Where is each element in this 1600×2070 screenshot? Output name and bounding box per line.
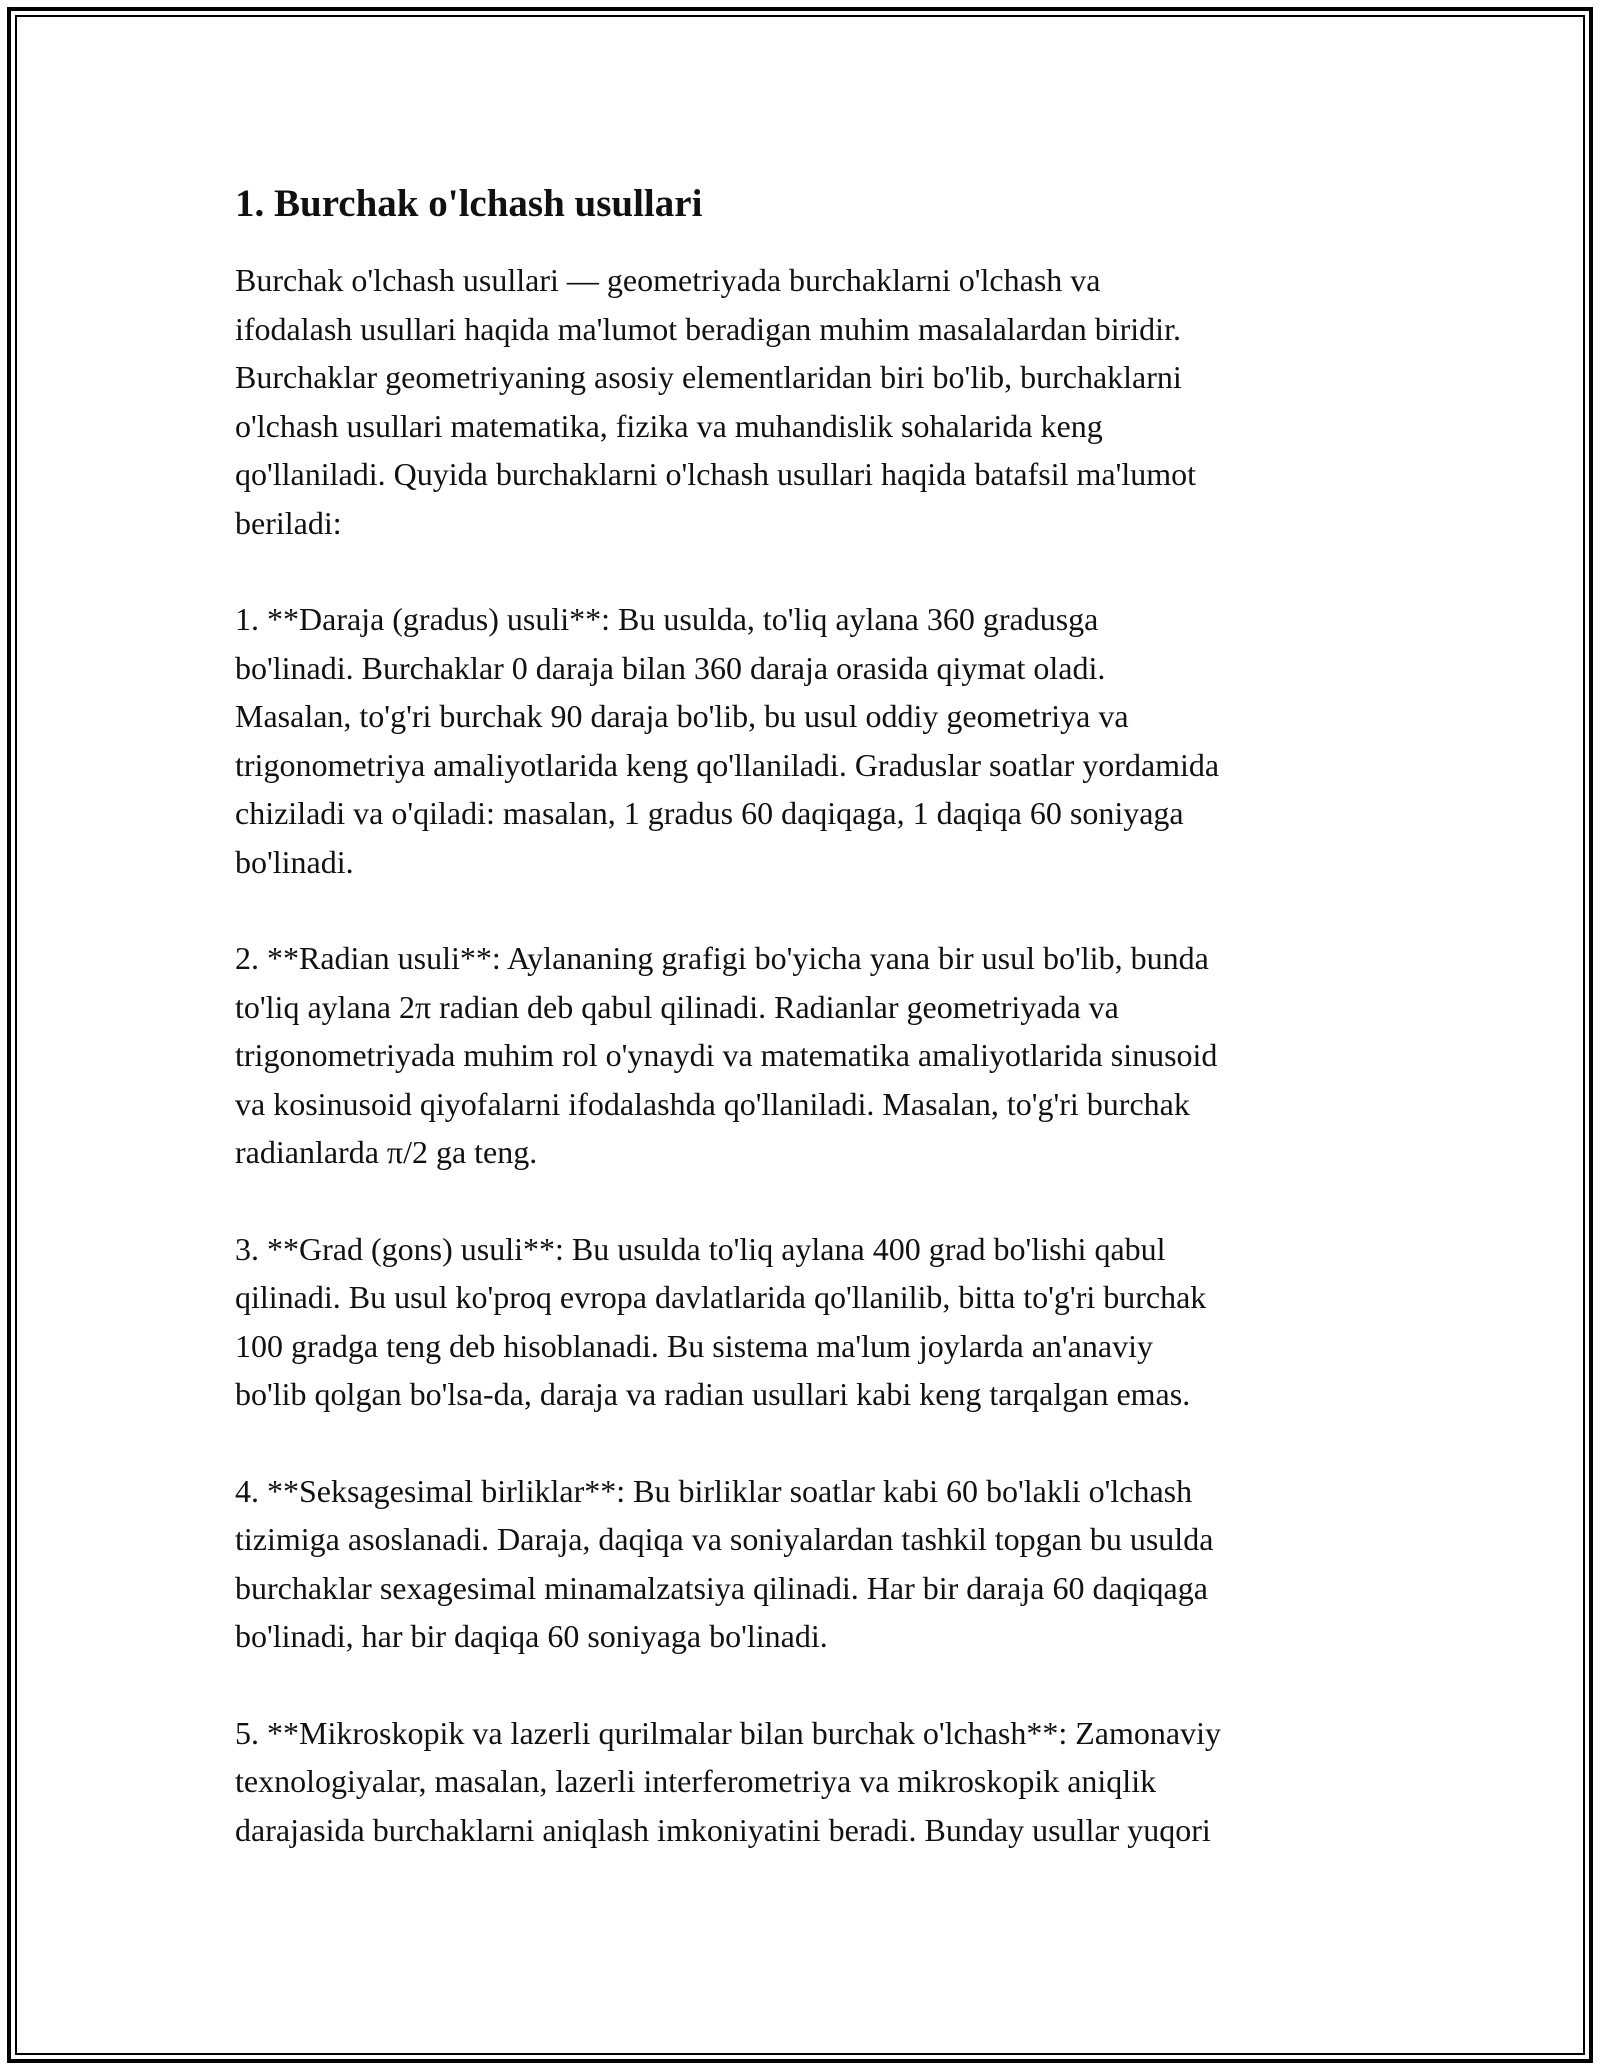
line: beriladi: [235,504,342,541]
section-heading: 1. Burchak o'lchash usullari [235,182,703,225]
paragraph-gap [235,1661,1375,1709]
line: bo'linadi, har bir daqiqa 60 soniyaga bo'linadi. [235,1618,828,1654]
paragraph-gap [235,1177,1375,1225]
line: trigonometriya amaliyotlarida keng qo'llaniladi. Graduslar soatlar yordamida [235,746,1220,783]
line: chiziladi va o'qiladi: masalan, 1 gradus 60 daqiqaga, 1 daqiqa 60 soniyaga [235,795,1184,831]
line: 2. **Radian usuli**: Aylananing grafigi bo'yicha yana bir usul bo'lib, bunda [235,940,1209,976]
line: 3. **Grad (gons) usuli**: Bu usulda to'liq aylana 400 grad bo'lishi qabul [235,1230,1166,1267]
line: trigonometriyada muhim rol o'ynaydi va matematika amaliyotlarida sinusoid [235,1037,1218,1073]
line: bo'linadi. Burchaklar 0 daraja bilan 360 daraja orasida qiymat oladi. [235,649,1106,686]
line: ifodalash usullari haqida ma'lumot beradigan muhim masalalardan biridir. [235,310,1181,347]
line: bo'lib qolgan bo'lsa-da, daraja va radian usullari kabi keng tarqalgan emas. [235,1376,1191,1412]
line: to'liq aylana 2π radian deb qabul qilinadi. Radianlar geometriyada va [235,988,1119,1025]
line: tizimiga asoslanadi. Daraja, daqiqa va soniyalardan tashkil topgan bu usulda [235,1521,1214,1557]
line: texnologiyalar, masalan, lazerli interferometriya va mikroskopik aniqlik [235,1763,1157,1799]
line: qilinadi. Bu usul ko'proq evropa davlatlarida qo'llanilib, bitta to'g'ri burchak [235,1279,1207,1315]
paragraph-grad-method [235,1225,1375,1419]
paragraph-sexagesimal-units [235,1467,1375,1661]
line: va kosinusoid qiyofalarni ifodalashda qo'llaniladi. Masalan, to'g'ri burchak [235,1085,1190,1122]
line: 5. **Mikroskopik va lazerli qurilmalar bilan burchak o'lchash**: Zamonaviy [235,1714,1221,1751]
line: bo'linadi. [235,843,354,880]
line: Burchak o'lchash usullari — geometriyada burchaklarni o'lchash va [235,262,1101,298]
paragraph-gap [235,886,1375,934]
paragraph-laser-measurement [235,1709,1375,1855]
paragraph-gap [235,547,1375,595]
document-body [235,180,1375,1854]
paragraph-degree-method [235,595,1375,886]
paragraph-radian-method [235,934,1375,1177]
line: 100 gradga teng deb hisoblanadi. Bu sistema ma'lum joylarda an'anaviy [235,1327,1153,1364]
line: Masalan, to'g'ri burchak 90 daraja bo'lib, bu usul oddiy geometriya va [235,698,1129,734]
line: radianlarda π/2 ga teng. [235,1134,538,1170]
line: Burchaklar geometriyaning asosiy elementlaridan biri bo'lib, burchaklarni [235,359,1182,395]
line: 1. **Daraja (gradus) usuli**: Bu usulda, to'liq aylana 360 gradusga [235,601,1099,637]
line: darajasida burchaklarni aniqlash imkoniyatini beradi. Bunday usullar yuqori [235,1811,1211,1848]
line: qo'llaniladi. Quyida burchaklarni o'lchash usullari haqida batafsil ma'lumot [235,456,1197,492]
line: o'lchash usullari matematika, fizika va muhandislik sohalarida keng [235,407,1103,444]
line: 4. **Seksagesimal birliklar**: Bu birliklar soatlar kabi 60 bo'lakli o'lchash [235,1472,1193,1509]
paragraph-intro [235,256,1375,547]
paragraph-gap [235,1419,1375,1467]
line: burchaklar sexagesimal minamalzatsiya qilinadi. Har bir daraja 60 daqiqaga [235,1569,1208,1606]
